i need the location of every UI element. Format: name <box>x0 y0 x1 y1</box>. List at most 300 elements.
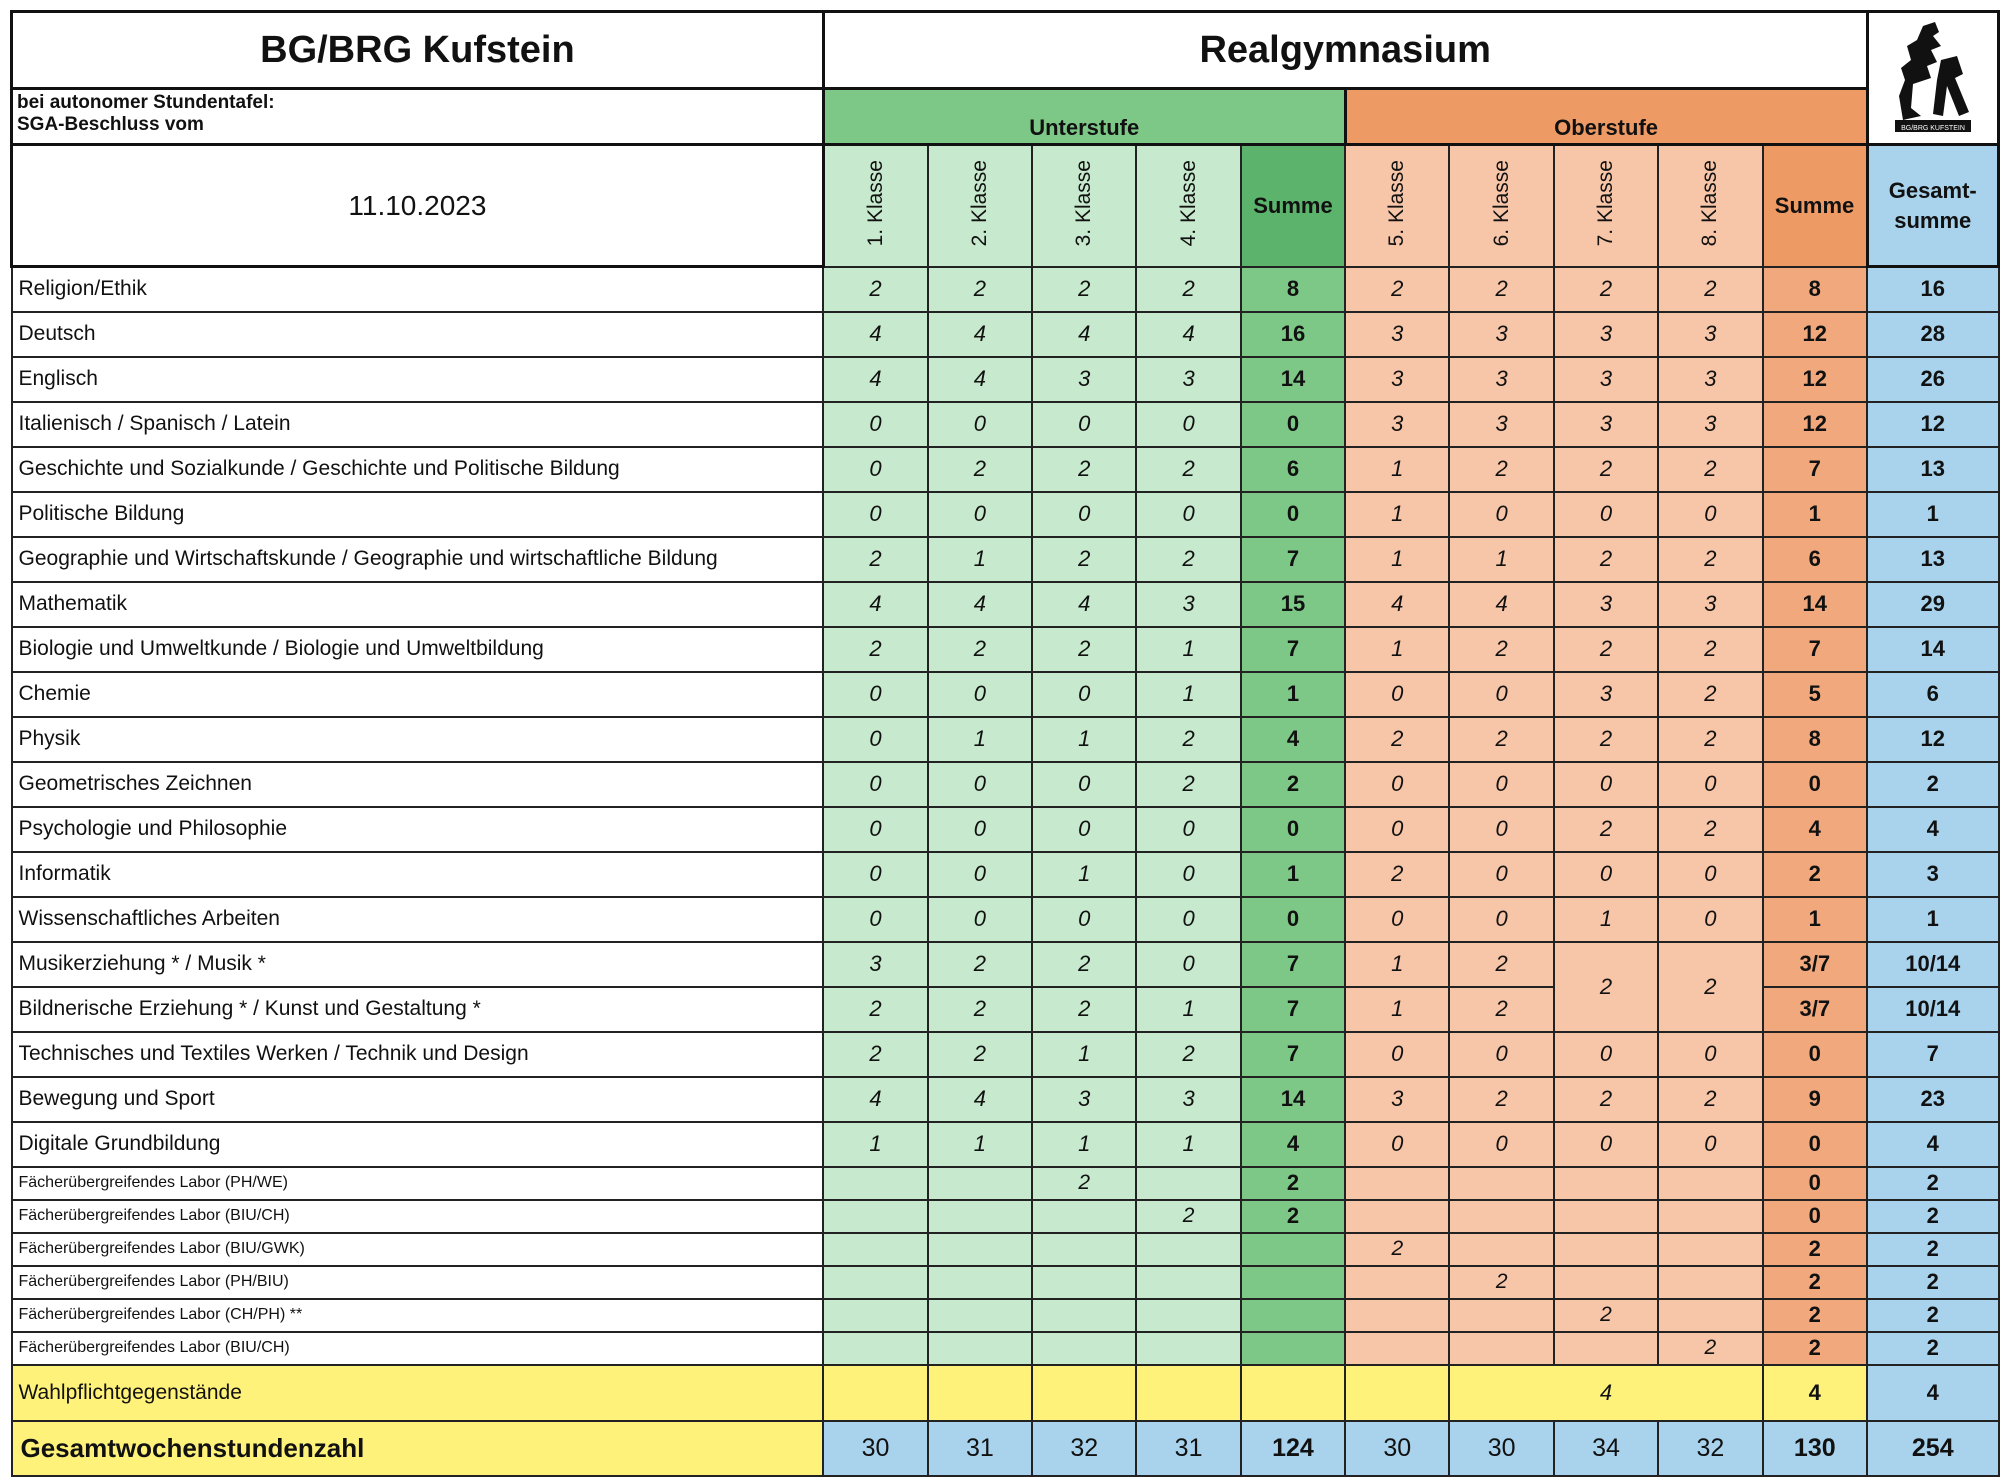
hours-cell: 0 <box>928 402 1032 447</box>
elective-hours-cell: 4 <box>1449 1365 1762 1421</box>
hours-cell: 2 <box>1658 717 1762 762</box>
upper-sum-cell: 7 <box>1763 447 1867 492</box>
hours-cell: 2 <box>1032 987 1136 1032</box>
hours-cell: 0 <box>928 897 1032 942</box>
hours-cell <box>928 1266 1032 1299</box>
hours-cell <box>928 1233 1032 1266</box>
lower-sum-cell <box>1241 1299 1345 1332</box>
hours-cell: 0 <box>1032 492 1136 537</box>
subject-name: Geometrisches Zeichnen <box>12 762 824 807</box>
lower-sum-cell: 0 <box>1241 897 1345 942</box>
hours-cell: 2 <box>1449 1077 1553 1122</box>
hours-cell: 0 <box>823 492 927 537</box>
table-row <box>12 1266 1999 1299</box>
class-header-1: 1. Klasse <box>823 145 927 267</box>
hours-cell: 0 <box>1449 807 1553 852</box>
hours-cell <box>823 1200 927 1233</box>
hours-cell: 4 <box>1345 582 1449 627</box>
total-hours-cell: 32 <box>1658 1421 1762 1476</box>
hours-cell: 0 <box>823 717 927 762</box>
hours-cell: 0 <box>823 807 927 852</box>
hours-cell: 2 <box>1554 447 1658 492</box>
hours-cell-shared-8: 2 <box>1658 942 1762 1032</box>
total-cell: 26 <box>1867 357 1999 402</box>
hours-cell: 1 <box>1345 987 1449 1032</box>
school-name: BG/BRG Kufstein <box>12 12 824 89</box>
hours-cell: 2 <box>1136 1200 1240 1233</box>
hours-cell: 2 <box>1658 627 1762 672</box>
subject-name: Geographie und Wirtschaftskunde / Geographie und wirtschaftliche Bildung <box>12 537 824 582</box>
class-header-4: 4. Klasse <box>1136 145 1240 267</box>
hours-cell: 0 <box>1136 402 1240 447</box>
hours-cell <box>1136 1167 1240 1200</box>
hours-cell: 1 <box>1032 852 1136 897</box>
total-hours-cell: 31 <box>1136 1421 1240 1476</box>
hours-cell: 3 <box>1032 357 1136 402</box>
total-cell: 4 <box>1867 807 1999 852</box>
hours-cell <box>1449 1299 1553 1332</box>
upper-sum-cell: 2 <box>1763 1299 1867 1332</box>
hours-cell: 2 <box>1032 627 1136 672</box>
hours-cell: 2 <box>928 987 1032 1032</box>
total-cell: 7 <box>1867 1032 1999 1077</box>
upper-sum-cell: 0 <box>1763 1032 1867 1077</box>
table-row <box>12 897 1999 942</box>
total-cell: 28 <box>1867 312 1999 357</box>
hours-cell: 0 <box>1554 852 1658 897</box>
hours-cell <box>1032 1233 1136 1266</box>
total-hours-cell: 34 <box>1554 1421 1658 1476</box>
hours-cell: 3 <box>1032 1077 1136 1122</box>
lower-sum-header: Summe <box>1241 145 1345 267</box>
hours-cell: 0 <box>928 492 1032 537</box>
table-row <box>12 267 1999 312</box>
table-row <box>12 582 1999 627</box>
lower-sum-cell: 2 <box>1241 1200 1345 1233</box>
subject-name: Fächerübergreifendes Labor (BIU/CH) <box>12 1200 824 1233</box>
note-line-2: SGA-Beschluss vom <box>17 114 204 135</box>
hours-cell: 2 <box>1032 942 1136 987</box>
hours-cell: 0 <box>1136 492 1240 537</box>
hours-cell: 0 <box>1449 1032 1553 1077</box>
hours-cell: 0 <box>1032 897 1136 942</box>
hours-cell <box>1658 1266 1762 1299</box>
hours-cell: 1 <box>1345 492 1449 537</box>
hours-cell: 4 <box>1032 582 1136 627</box>
hours-cell: 1 <box>1136 672 1240 717</box>
upper-sum-cell: 4 <box>1763 1365 1867 1421</box>
hours-cell: 2 <box>1449 627 1553 672</box>
hours-cell: 3 <box>1554 672 1658 717</box>
total-hours-cell: 30 <box>823 1421 927 1476</box>
total-cell: 1 <box>1867 492 1999 537</box>
hours-cell: 3 <box>1345 312 1449 357</box>
class-header-3: 3. Klasse <box>1032 145 1136 267</box>
school-logo-icon <box>1883 16 1983 136</box>
hours-cell: 2 <box>823 987 927 1032</box>
hours-cell: 3 <box>1658 582 1762 627</box>
decision-date: 11.10.2023 <box>12 145 824 267</box>
hours-cell: 2 <box>928 267 1032 312</box>
weekly-total-label: Gesamtwochenstundenzahl <box>12 1421 824 1476</box>
hours-cell: 0 <box>1449 1122 1553 1167</box>
hours-cell <box>823 1266 927 1299</box>
hours-cell: 2 <box>1345 267 1449 312</box>
upper-sum-header: Summe <box>1763 145 1867 267</box>
hours-cell: 1 <box>928 1122 1032 1167</box>
hours-cell: 0 <box>1345 897 1449 942</box>
hours-cell: 2 <box>1136 717 1240 762</box>
hours-cell: 2 <box>1345 852 1449 897</box>
hours-cell: 1 <box>1032 1032 1136 1077</box>
hours-cell <box>1658 1167 1762 1200</box>
lower-sum-cell: 0 <box>1241 402 1345 447</box>
hours-cell: 1 <box>1345 942 1449 987</box>
hours-cell: 2 <box>1554 627 1658 672</box>
total-sum-header: Gesamt- summe <box>1867 145 1999 267</box>
lower-sum-cell: 4 <box>1241 1122 1345 1167</box>
hours-cell: 4 <box>1136 312 1240 357</box>
hours-cell <box>1554 1332 1658 1365</box>
hours-cell: 0 <box>1658 762 1762 807</box>
hours-cell: 3 <box>1554 312 1658 357</box>
hours-cell: 2 <box>928 942 1032 987</box>
hours-cell: 2 <box>1554 1299 1658 1332</box>
hours-cell <box>1345 1332 1449 1365</box>
subject-name: Englisch <box>12 357 824 402</box>
subject-name: Physik <box>12 717 824 762</box>
note-line-1: bei autonomer Stundentafel: <box>17 92 275 113</box>
hours-cell: 2 <box>1554 537 1658 582</box>
hours-cell: 2 <box>1658 267 1762 312</box>
hours-cell: 4 <box>928 357 1032 402</box>
hours-cell: 0 <box>1449 672 1553 717</box>
total-cell: 4 <box>1867 1122 1999 1167</box>
hours-cell <box>1032 1332 1136 1365</box>
subject-name: Wissenschaftliches Arbeiten <box>12 897 824 942</box>
hours-cell <box>1449 1167 1553 1200</box>
table-row <box>12 447 1999 492</box>
hours-cell: 0 <box>1345 762 1449 807</box>
hours-cell: 2 <box>1449 1266 1553 1299</box>
hours-cell: 2 <box>1658 447 1762 492</box>
hours-cell: 2 <box>1658 672 1762 717</box>
lower-sum-cell: 7 <box>1241 537 1345 582</box>
hours-cell: 2 <box>1554 807 1658 852</box>
hours-cell <box>1345 1167 1449 1200</box>
total-cell: 6 <box>1867 672 1999 717</box>
total-cell: 16 <box>1867 267 1999 312</box>
subject-name: Psychologie und Philosophie <box>12 807 824 852</box>
lower-sum-cell <box>1241 1332 1345 1365</box>
total-cell: 23 <box>1867 1077 1999 1122</box>
hours-cell: 0 <box>928 762 1032 807</box>
hours-cell: 0 <box>1032 807 1136 852</box>
hours-cell: 4 <box>1032 312 1136 357</box>
hours-cell: 0 <box>928 807 1032 852</box>
hours-cell: 3 <box>1136 1077 1240 1122</box>
hours-cell <box>823 1332 927 1365</box>
total-cell: 13 <box>1867 447 1999 492</box>
hours-cell <box>928 1332 1032 1365</box>
table-row <box>12 537 1999 582</box>
hours-cell: 3 <box>1345 357 1449 402</box>
table-row <box>12 1032 1999 1077</box>
hours-cell: 0 <box>823 402 927 447</box>
lower-sum-cell: 14 <box>1241 357 1345 402</box>
hours-cell: 2 <box>1449 987 1553 1032</box>
class-header-6: 6. Klasse <box>1449 145 1553 267</box>
table-row <box>12 402 1999 447</box>
upper-sum-cell: 4 <box>1763 807 1867 852</box>
hours-cell: 4 <box>823 582 927 627</box>
total-cell: 2 <box>1867 762 1999 807</box>
table-row <box>12 627 1999 672</box>
hours-cell: 3 <box>1554 402 1658 447</box>
subject-name: Politische Bildung <box>12 492 824 537</box>
hours-cell: 0 <box>1136 897 1240 942</box>
hours-cell <box>1136 1299 1240 1332</box>
upper-sum-cell: 8 <box>1763 267 1867 312</box>
lower-sum-cell: 0 <box>1241 492 1345 537</box>
total-cell: 12 <box>1867 402 1999 447</box>
hours-cell: 2 <box>1658 807 1762 852</box>
lower-sum-cell: 0 <box>1241 807 1345 852</box>
hours-cell <box>1658 1233 1762 1266</box>
total-cell: 14 <box>1867 627 1999 672</box>
upper-sum-cell: 6 <box>1763 537 1867 582</box>
hours-cell: 2 <box>1136 1032 1240 1077</box>
total-cell: 4 <box>1867 1365 1999 1421</box>
lower-sum-cell: 16 <box>1241 312 1345 357</box>
subject-name: Bewegung und Sport <box>12 1077 824 1122</box>
subject-name: Chemie <box>12 672 824 717</box>
upper-sum-cell: 2 <box>1763 1332 1867 1365</box>
hours-cell <box>1554 1167 1658 1200</box>
hours-cell: 2 <box>1345 1233 1449 1266</box>
hours-cell <box>823 1167 927 1200</box>
total-hours-cell: 30 <box>1449 1421 1553 1476</box>
hours-cell: 0 <box>1345 672 1449 717</box>
upper-sum-cell: 3/7 <box>1763 987 1867 1032</box>
hours-cell: 4 <box>823 312 927 357</box>
lower-sum-cell: 1 <box>1241 852 1345 897</box>
hours-cell <box>1658 1200 1762 1233</box>
hours-cell: 3 <box>1136 582 1240 627</box>
lower-sum-cell: 2 <box>1241 1167 1345 1200</box>
hours-cell: 1 <box>1032 1122 1136 1167</box>
lower-sum-cell <box>1241 1266 1345 1299</box>
hours-cell: 0 <box>1136 942 1240 987</box>
hours-cell: 2 <box>928 627 1032 672</box>
upper-sum-cell: 5 <box>1763 672 1867 717</box>
total-cell: 2 <box>1867 1200 1999 1233</box>
hours-cell: 1 <box>1554 897 1658 942</box>
hours-cell: 2 <box>1032 1167 1136 1200</box>
hours-cell: 0 <box>1345 1122 1449 1167</box>
hours-cell <box>1136 1332 1240 1365</box>
upper-sum-cell: 3/7 <box>1763 942 1867 987</box>
hours-cell: 2 <box>1032 537 1136 582</box>
hours-cell <box>1032 1266 1136 1299</box>
class-header-5: 5. Klasse <box>1345 145 1449 267</box>
hours-cell: 0 <box>823 897 927 942</box>
lower-sum-cell: 2 <box>1241 762 1345 807</box>
logo-text: BG/BRG KUFSTEIN <box>1900 124 1965 132</box>
hours-cell <box>928 1200 1032 1233</box>
hours-cell: 2 <box>823 537 927 582</box>
hours-cell <box>1449 1233 1553 1266</box>
stage-lower-header: Unterstufe <box>823 89 1345 145</box>
subject-name: Wahlpflichtgegenstände <box>12 1365 824 1421</box>
hours-cell: 2 <box>1658 1077 1762 1122</box>
hours-cell: 2 <box>1136 267 1240 312</box>
table-row <box>12 312 1999 357</box>
school-logo <box>1867 12 1999 145</box>
hours-cell <box>1032 1200 1136 1233</box>
stage-upper-header: Oberstufe <box>1345 89 1867 145</box>
upper-sum-cell: 0 <box>1763 762 1867 807</box>
table-row <box>12 807 1999 852</box>
hours-cell: 3 <box>1449 402 1553 447</box>
hours-cell: 2 <box>823 267 927 312</box>
hours-cell: 1 <box>1136 627 1240 672</box>
hours-cell: 2 <box>1658 1332 1762 1365</box>
lower-sum-cell: 15 <box>1241 582 1345 627</box>
table-row <box>12 1167 1999 1200</box>
table-row <box>12 1233 1999 1266</box>
hours-cell <box>928 1167 1032 1200</box>
lower-sum-cell <box>1241 1233 1345 1266</box>
table-row <box>12 357 1999 402</box>
lower-sum-cell: 1 <box>1241 672 1345 717</box>
hours-cell: 1 <box>1032 717 1136 762</box>
subject-name: Fächerübergreifendes Labor (CH/PH) ** <box>12 1299 824 1332</box>
hours-cell: 3 <box>1345 1077 1449 1122</box>
hours-cell: 2 <box>1449 717 1553 762</box>
hours-cell: 0 <box>1658 852 1762 897</box>
upper-sum-cell: 1 <box>1763 492 1867 537</box>
table-row-total <box>12 1421 1999 1476</box>
upper-sum-cell: 12 <box>1763 357 1867 402</box>
hours-cell: 0 <box>1449 762 1553 807</box>
hours-cell: 3 <box>1136 357 1240 402</box>
total-cell: 29 <box>1867 582 1999 627</box>
hours-cell-shared-7: 2 <box>1554 942 1658 1032</box>
hours-cell <box>1449 1200 1553 1233</box>
hours-cell: 0 <box>1554 492 1658 537</box>
hours-cell: 0 <box>1032 762 1136 807</box>
total-cell: 2 <box>1867 1299 1999 1332</box>
hours-cell: 2 <box>1345 717 1449 762</box>
hours-cell: 3 <box>1449 312 1553 357</box>
hours-cell: 0 <box>823 852 927 897</box>
hours-cell: 3 <box>1554 357 1658 402</box>
hours-cell: 4 <box>928 312 1032 357</box>
hours-cell: 0 <box>1032 402 1136 447</box>
hours-cell <box>1136 1233 1240 1266</box>
hours-cell: 3 <box>1449 357 1553 402</box>
hours-cell: 0 <box>1449 492 1553 537</box>
subject-name: Deutsch <box>12 312 824 357</box>
hours-cell: 2 <box>1449 942 1553 987</box>
total-cell: 10/14 <box>1867 987 1999 1032</box>
hours-cell: 0 <box>1449 852 1553 897</box>
total-cell: 12 <box>1867 717 1999 762</box>
subject-name: Musikerziehung * / Musik * <box>12 942 824 987</box>
hours-cell: 0 <box>928 852 1032 897</box>
class-header-8: 8. Klasse <box>1658 145 1762 267</box>
hours-cell <box>1658 1299 1762 1332</box>
hours-cell: 1 <box>1136 987 1240 1032</box>
hours-cell: 0 <box>1136 852 1240 897</box>
total-cell: 2 <box>1867 1167 1999 1200</box>
hours-cell: 2 <box>928 447 1032 492</box>
lower-sum-cell: 6 <box>1241 447 1345 492</box>
hours-cell <box>1136 1266 1240 1299</box>
hours-cell <box>1345 1266 1449 1299</box>
hours-cell: 2 <box>1449 447 1553 492</box>
hours-cell: 1 <box>928 537 1032 582</box>
table-row <box>12 672 1999 717</box>
hours-cell: 0 <box>1032 672 1136 717</box>
subject-name: Geschichte und Sozialkunde / Geschichte und Politische Bildung <box>12 447 824 492</box>
total-upper-sum: 130 <box>1763 1421 1867 1476</box>
curriculum-table <box>10 10 2000 1477</box>
hours-cell: 2 <box>1136 447 1240 492</box>
hours-cell: 4 <box>1449 582 1553 627</box>
table-row-music <box>12 942 1999 987</box>
total-hours-cell: 31 <box>928 1421 1032 1476</box>
lower-sum-cell: 14 <box>1241 1077 1345 1122</box>
upper-sum-cell: 0 <box>1763 1167 1867 1200</box>
hours-cell: 2 <box>823 627 927 672</box>
lower-sum-cell: 7 <box>1241 1032 1345 1077</box>
hours-cell: 2 <box>1658 537 1762 582</box>
hours-cell: 1 <box>928 717 1032 762</box>
hours-cell: 1 <box>823 1122 927 1167</box>
upper-sum-cell: 2 <box>1763 1266 1867 1299</box>
table-row <box>12 492 1999 537</box>
subject-name: Fächerübergreifendes Labor (PH/WE) <box>12 1167 824 1200</box>
hours-cell: 0 <box>823 447 927 492</box>
hours-cell: 1 <box>1136 1122 1240 1167</box>
upper-sum-cell: 2 <box>1763 1233 1867 1266</box>
subject-name: Fächerübergreifendes Labor (BIU/GWK) <box>12 1233 824 1266</box>
grand-total: 254 <box>1867 1421 1999 1476</box>
total-cell: 2 <box>1867 1332 1999 1365</box>
class-header-7: 7. Klasse <box>1554 145 1658 267</box>
hours-cell: 2 <box>928 1032 1032 1077</box>
hours-cell: 2 <box>1554 1077 1658 1122</box>
upper-sum-cell: 1 <box>1763 897 1867 942</box>
subject-name: Fächerübergreifendes Labor (BIU/CH) <box>12 1332 824 1365</box>
hours-cell: 0 <box>1554 762 1658 807</box>
total-cell: 10/14 <box>1867 942 1999 987</box>
hours-cell <box>1032 1299 1136 1332</box>
hours-cell: 2 <box>823 1032 927 1077</box>
hours-cell: 2 <box>1136 762 1240 807</box>
hours-cell <box>823 1233 927 1266</box>
table-row-elective <box>12 1365 1999 1421</box>
school-type: Realgymnasium <box>823 12 1867 89</box>
total-cell: 13 <box>1867 537 1999 582</box>
hours-cell: 2 <box>1554 267 1658 312</box>
hours-cell: 1 <box>1449 537 1553 582</box>
hours-cell <box>1554 1266 1658 1299</box>
lower-sum-cell: 7 <box>1241 627 1345 672</box>
hours-cell: 0 <box>1345 1032 1449 1077</box>
